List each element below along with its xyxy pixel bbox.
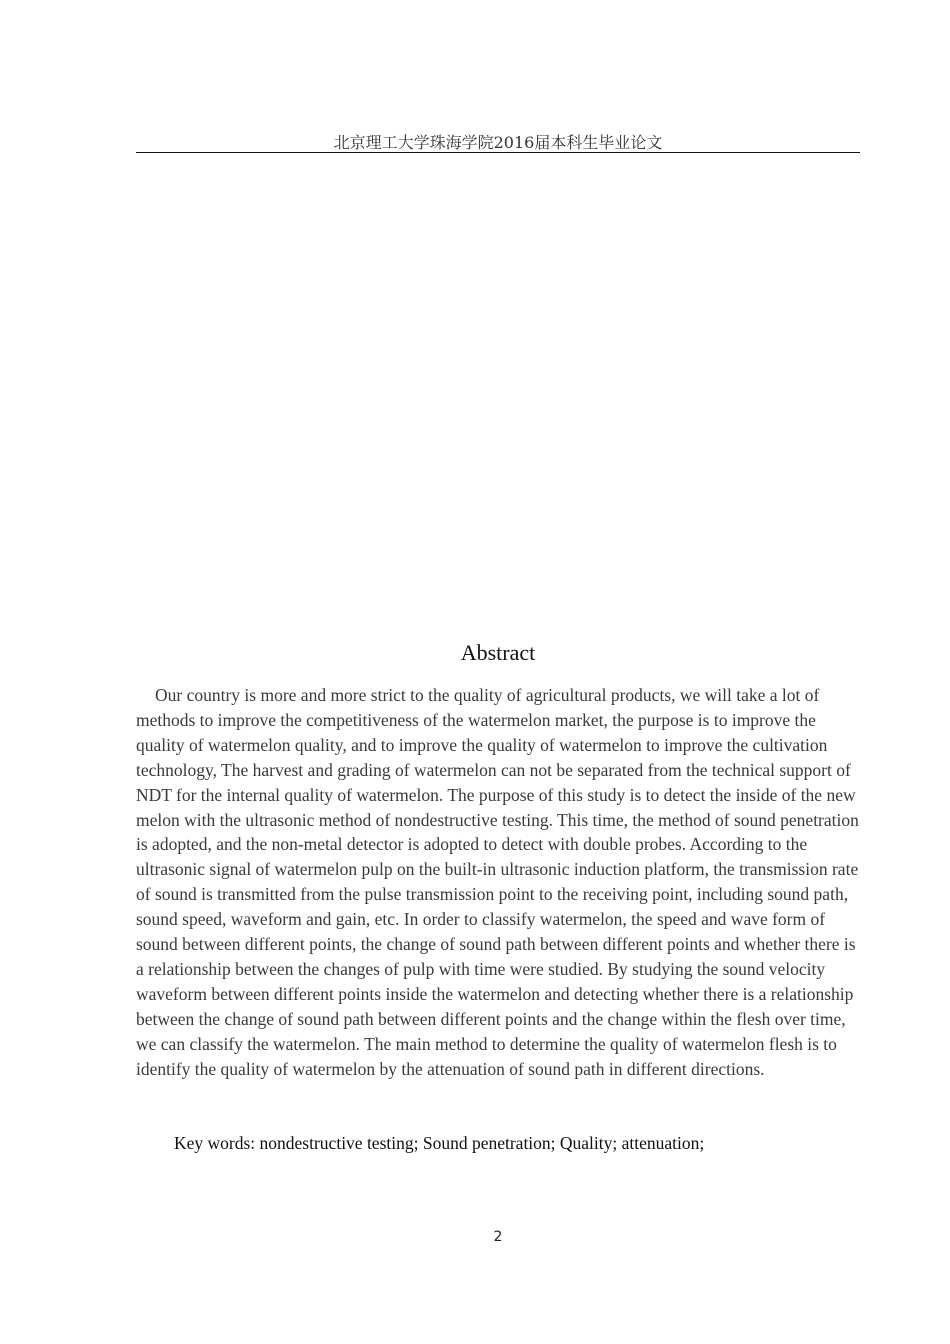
page-number: 2 xyxy=(493,1229,503,1245)
abstract-heading: Abstract xyxy=(460,640,536,665)
keywords-line: Key words: nondestructive testing; Sound penetration; Quality; attenuation; xyxy=(174,1133,705,1153)
page-header: 北京理工大学珠海学院2016届本科生毕业论文 xyxy=(333,133,663,152)
abstract-body: Our country is more and more strict to the quality of agricultural products, we will take a lot of methods to improve the competitiveness of the watermelon market, the purpose is to improve the quality of watermelon quality, and to improve the quality of watermelon to improve the cultivation technology, The harvest and grading of watermelon can not be separated from the technical support of NDT for the internal quality of watermelon. The purpose of this study is to detect the inside of the new melon with the ultrasonic method of nondestructive testing. This time, the method of sound penetration is adopted, and the non-metal detector is adopted to detect with double probes. According to the ultrasonic signal of watermelon pulp on the built-in ultrasonic induction platform, the transmission rate of sound is transmitted from the pulse transmission point to the receiving point, including sound path, sound speed, waveform and gain, etc. In order to classify watermelon, the speed and wave form of sound between different points, the change of sound path between different points and whether there is a relationship between the changes of pulp with time were studied. By studying the sound velocity waveform between different points inside the watermelon and detecting whether there is a relationship between the change of sound path between different points and the change within the flesh over time, we can classify the watermelon. The main method to determine the quality of watermelon flesh is to identify the quality of watermelon by the attenuation of sound path in different directions. xyxy=(136,685,859,1079)
header-rule xyxy=(136,152,860,153)
